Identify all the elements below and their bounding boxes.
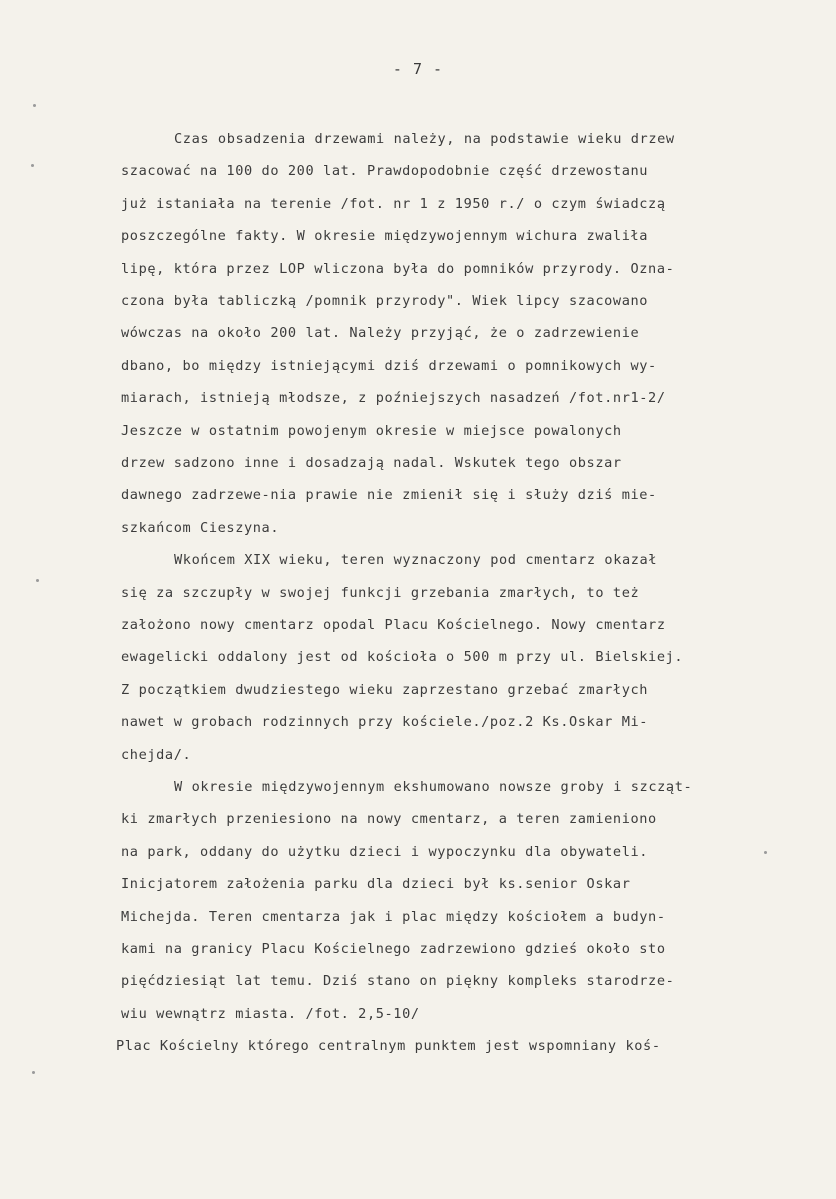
text-line: wówczas na około 200 lat. Należy przyjąć, że o zadrzewienie [121, 325, 640, 341]
text-line: Czas obsadzenia drzewami należy, na podstawie wieku drzew [174, 131, 675, 147]
text-line: dbano, bo między istniejącymi dziś drzewami o pomnikowych wy- [121, 358, 657, 374]
text-line: kami na granicy Placu Kościelnego zadrzewiono gdzieś około sto [121, 941, 666, 957]
text-line: W okresie międzywojennym ekshumowano nowsze groby i szcząt- [174, 779, 693, 795]
text-line: na park, oddany do użytku dzieci i wypoczynku dla obywateli. [121, 844, 649, 860]
scan-speck [33, 104, 36, 107]
text-line: poszczególne fakty. W okresie międzywojennym wichura zwaliła [121, 228, 649, 244]
text-line: wiu wewnątrz miasta. /fot. 2,5-10/ [121, 1006, 420, 1022]
text-line: Z początkiem dwudziestego wieku zaprzestano grzebać zmarłych [121, 682, 649, 698]
text-line: ewagelicki oddalony jest od kościoła o 500 m przy ul. Bielskiej. [121, 649, 684, 665]
text-line: drzew sadzono inne i dosadzają nadal. Wskutek tego obszar [121, 455, 622, 471]
scan-speck [36, 579, 39, 582]
text-line: dawnego zadrzewe-nia prawie nie zmienił się i służy dziś mie- [121, 487, 657, 503]
page-number: - 7 - [392, 60, 444, 78]
text-line: chejda/. [121, 747, 192, 763]
text-line: nawet w grobach rodzinnych przy kościele./poz.2 Ks.Oskar Mi- [121, 714, 649, 730]
text-line: szkańcom Cieszyna. [121, 520, 280, 536]
scan-speck [32, 1071, 35, 1074]
text-line: Wkońcem XIX wieku, teren wyznaczony pod cmentarz okazał [174, 552, 658, 568]
text-line: Jeszcze w ostatnim powojenym okresie w miejsce powalonych [121, 423, 622, 439]
scan-speck [764, 851, 767, 854]
text-line: pięćdziesiąt lat temu. Dziś stano on piękny kompleks starodrze- [121, 973, 675, 989]
scan-speck [31, 164, 34, 167]
text-line: Plac Kościelny którego centralnym punktem jest wspomniany koś- [116, 1038, 661, 1054]
text-line: lipę, która przez LOP wliczona była do pomników przyrody. Ozna- [121, 261, 675, 277]
text-line: czona była tabliczką /pomnik przyrody". Wiek lipcy szacowano [121, 293, 649, 309]
text-line: ki zmarłych przeniesiono na nowy cmentarz, a teren zamieniono [121, 811, 657, 827]
text-line: Inicjatorem założenia parku dla dzieci był ks.senior Oskar [121, 876, 631, 892]
text-line: już istaniała na terenie /fot. nr 1 z 1950 r./ o czym świadczą [121, 196, 666, 212]
text-line: Michejda. Teren cmentarza jak i plac między kościołem a budyn- [121, 909, 666, 925]
text-line: się za szczupły w swojej funkcji grzebania zmarłych, to też [121, 585, 640, 601]
text-line: miarach, istnieją młodsze, z poźniejszych nasadzeń /fot.nr1-2/ [121, 390, 666, 406]
text-line: założono nowy cmentarz opodal Placu Kościelnego. Nowy cmentarz [121, 617, 666, 633]
text-line: szacować na 100 do 200 lat. Prawdopodobnie część drzewostanu [121, 163, 649, 179]
